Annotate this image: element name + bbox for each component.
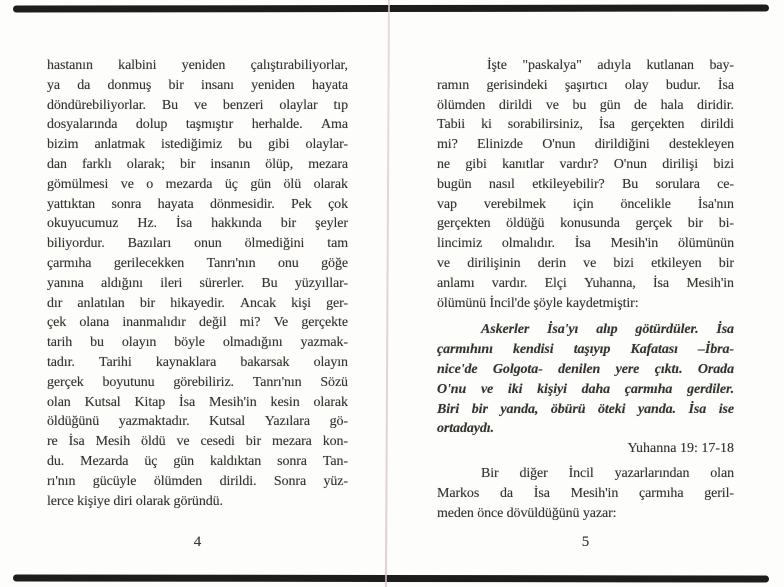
text-line: rı'nın gücüyle ölümden dirildi. Sonra yüz- bbox=[47, 473, 348, 489]
text-line: bugün nasıl etkileyebilir? Bu sorulara ce- bbox=[437, 176, 734, 192]
text-line: döndürebiliyorlar. Bu ve benzeri olaylar tıp bbox=[47, 97, 348, 113]
text-line: ölümünü İncil'de şöyle kaydetmiştir: bbox=[437, 295, 639, 311]
scripture-reference: Yuhanna 19: 17-18 bbox=[627, 441, 734, 457]
text-line: Markos da İsa Mesih'in çarmıha geril- bbox=[437, 485, 734, 501]
text-line: anlamı vardır. Elçi Yuhanna, İsa Mesih'in bbox=[437, 275, 734, 291]
text-line: Biri bir yanda, öbürü öteki yanda. İsa ise bbox=[437, 401, 734, 417]
scripture-quote bbox=[437, 320, 734, 439]
text-line: olan Kutsal Kitap İsa Mesih'in kesin olarak bbox=[47, 394, 348, 410]
text-line: tarih bu olayın böyle olmadığını yazmak- bbox=[47, 335, 348, 351]
text-line: bizim anlatmak istediğimiz bu gibi olaylar- bbox=[47, 137, 348, 153]
right-page-paragraph-2 bbox=[437, 464, 734, 523]
text-line: öldüğünü yazmaktadır. Kutsal Yazılara gö- bbox=[47, 414, 348, 430]
text-line: ortadaydı. bbox=[437, 421, 494, 437]
text-line: mi? Elinizde O'nun dirildiğini destekleyen bbox=[437, 137, 734, 153]
text-line: yanına aldığını ileri sürerler. Bu yüzyıllar- bbox=[47, 275, 348, 291]
text-line: İşte "paskalya" adıyla kutlanan bay- bbox=[487, 58, 734, 73]
page-number-left: 4 bbox=[193, 534, 202, 550]
text-line: lincimiz olmalıdır. İsa Mesih'in ölümünün bbox=[437, 236, 734, 252]
text-line: O'nu ve iki kişiyi daha çarmıha gerdiler. bbox=[437, 381, 734, 397]
text-line: gömülmesi ve o mezarda üç gün ölü olarak bbox=[47, 176, 348, 192]
text-line: yattıktan sonra hayata dönmesidir. Pek çok bbox=[47, 196, 348, 212]
text-line: çek olana inanmalıdır değil mi? Ve gerçekte bbox=[47, 315, 348, 331]
right-page-column bbox=[437, 56, 734, 523]
text-line: vap verebilmek için öncelikle İsa'nın bbox=[437, 196, 734, 212]
text-line: ramın gerisindeki şaşırtıcı olay budur. İsa bbox=[437, 77, 734, 93]
text-line: tadır. Tarihi kaynaklara bakarsak olayın bbox=[47, 354, 348, 370]
right-page-paragraph-1 bbox=[437, 56, 734, 313]
text-line: biliyordur. Bazıları onun ölmediğini tam bbox=[47, 236, 348, 252]
text-line: çarmıha gerilecekken Tanrı'nın onu göğe bbox=[47, 255, 348, 271]
text-line: gerçekten öldüğü konusunda gerçek bir bi- bbox=[437, 216, 734, 232]
text-line: ölümden dirildi ve bu gün de hala diridir. bbox=[437, 97, 734, 113]
page-left bbox=[0, 0, 388, 587]
text-line: gerçek boyutunu görebiliriz. Tanrı'nın Sözü bbox=[47, 374, 348, 390]
text-line: Askerler İsa'yı alıp götürdüler. İsa bbox=[481, 322, 734, 338]
text-line: nice'de Golgota- denilen yere çıktı. Orada bbox=[437, 361, 734, 377]
text-line: du. Mezarda üç gün kaldıktan sonra Tan- bbox=[47, 453, 348, 469]
text-line: ne gibi kanıtlar vardır? O'nun dirilişi bizi bbox=[437, 156, 734, 172]
text-line: dosyalarında dolup taşmıştır herhalde. Ama bbox=[47, 117, 348, 133]
page-right bbox=[390, 0, 784, 587]
text-line: okuyucumuz Hz. İsa hakkında bir şeyler bbox=[47, 216, 348, 232]
text-line: lerce kişiye diri olarak göründü. bbox=[47, 493, 223, 509]
text-line: re İsa Mesih öldü ve cesedi bir mezara kon- bbox=[47, 434, 348, 450]
text-line: çarmıhını kendisi taşıyıp Kafatası –İbra- bbox=[437, 342, 734, 358]
text-line: ve dirilişinin derin ve bizi etkileyen bir bbox=[437, 255, 734, 271]
text-line: dan farklı olarak; bir insanın ölüp, mezara bbox=[47, 156, 348, 172]
text-line: Bir diğer İncil yazarlarından olan bbox=[481, 465, 734, 481]
text-line: dır anlatılan bir hikayedir. Ancak kişi ger- bbox=[47, 295, 348, 311]
text-line: ya da donmuş bir insanı yeniden hayata bbox=[47, 77, 348, 93]
page-number-right: 5 bbox=[581, 534, 590, 550]
text-line: Tabii ki sorabilirsiniz, İsa gerçekten dirildi bbox=[437, 117, 734, 133]
text-line: hastanın kalbini yeniden çalıştırabiliyorlar, bbox=[47, 58, 348, 73]
left-page-paragraph bbox=[47, 56, 348, 511]
text-line: meden önce dövüldüğünü yazar: bbox=[437, 505, 617, 521]
